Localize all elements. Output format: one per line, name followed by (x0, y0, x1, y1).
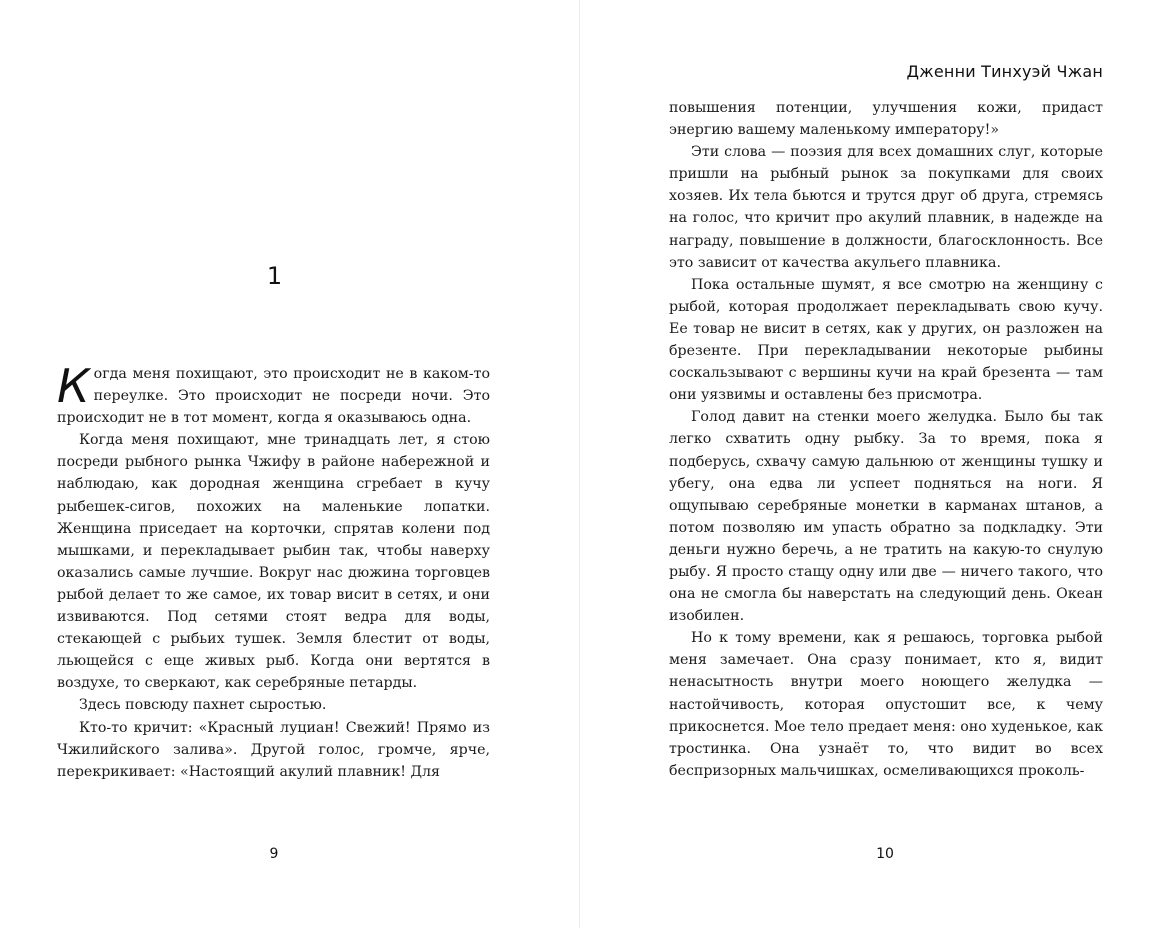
running-head: Дженни Тинхуэй Чжан (906, 62, 1103, 81)
paragraph: Пока остальные шумят, я все смотрю на женщину с рыбой, которая продолжает перекладывать свою кучу. Ее товар не висит в сетях, как у других, он разложен на брезенте. При перекладывании некоторые рыбины соскальзывают с вершины кучи на край брезента — там они уязвимы и оставлены без присмотра. (669, 276, 1103, 404)
opening-paragraph (57, 359, 490, 429)
paragraph: Здесь повсюду пахнет сыростью. (79, 697, 327, 714)
right-page-text (669, 97, 1103, 782)
paragraph: Кто-то кричит: «Красный луциан! Свежий! Прямо из Чжилийского залива». Другой голос, громче, ярче, перекрикивает: «Настоящий акулий плавник! Для (57, 719, 490, 780)
right-page (580, 0, 1153, 928)
chapter-number: 1 (266, 262, 283, 290)
continued-paragraph: повышения потенции, улучшения кожи, придаст энергию вашему маленькому императору!» (669, 100, 1103, 139)
opening-paragraph-text: огда меня похищают, это происходит не в каком-то переулке. Это происходит не посреди ночи. Это происходит не в тот момент, когда я оказываюсь одна. (57, 366, 490, 427)
paragraph: Но к тому времени, как я решаюсь, торговка рыбой меня замечает. Она сразу понимает, кто я, видит ненасытность внутри моего ноющего желудка — настойчивость, которая опустошит все, к чему прикоснется. Мое тело предает меня: оно худенькое, как тростинка. Она узнаёт то, что видит во всех беспризорных мальчишках, осмеливающихся проколь- (669, 630, 1103, 779)
paragraph: Когда меня похищают, мне тринадцать лет, я стою посреди рыбного рынка Чжифу в районе набережной и наблюдаю, как дородная женщина сгребает в кучу рыбешек-сигов, похожих на маленькие лопатки. Женщина приседает на корточки, спрятав колени под мышками, и перекладывает рыбин так, чтобы наверху оказались самые лучшие. Вокруг нас дюжина торговцев рыбой делает то же самое, их товар висит в сетях, и они извиваются. Под сетями стоят ведра для воды, стекающей с рыбьих тушек. Земля блестит от воды, льющейся с еще живых рыб. Когда они вертятся в воздухе, то сверкают, как серебряные петарды. (57, 432, 490, 692)
paragraph: Эти слова — поэзия для всех домашних слуг, которые пришли на рыбный рынок за покупками для своих хозяев. Их тела бьются и трутся друг об друга, стремясь на голос, что кричит про акулий плавник, в надежде на награду, повышение в должности, благосклонность. Все это зависит от качества акульего плавника. (669, 144, 1103, 271)
page-number: 10 (876, 846, 894, 862)
left-page-text (57, 359, 490, 783)
page-number: 9 (269, 846, 279, 862)
drop-cap: К (57, 359, 90, 413)
paragraph: Голод давит на стенки моего желудка. Было бы так легко схватить одну рыбку. За то время, пока я подберусь, схвачу самую дальнюю от женщины тушку и убегу, она едва ли успеет подняться на ноги. Я ощупываю серебряные монетки в карманах штанов, а потом позволяю им упасть обратно за подкладку. Эти деньги нужно беречь, а не тратить на какую-то снулую рыбу. Я просто стащу одну или две — ничего такого, что она не смогла бы наверстать на следующий день. Океан изобилен. (669, 409, 1103, 625)
